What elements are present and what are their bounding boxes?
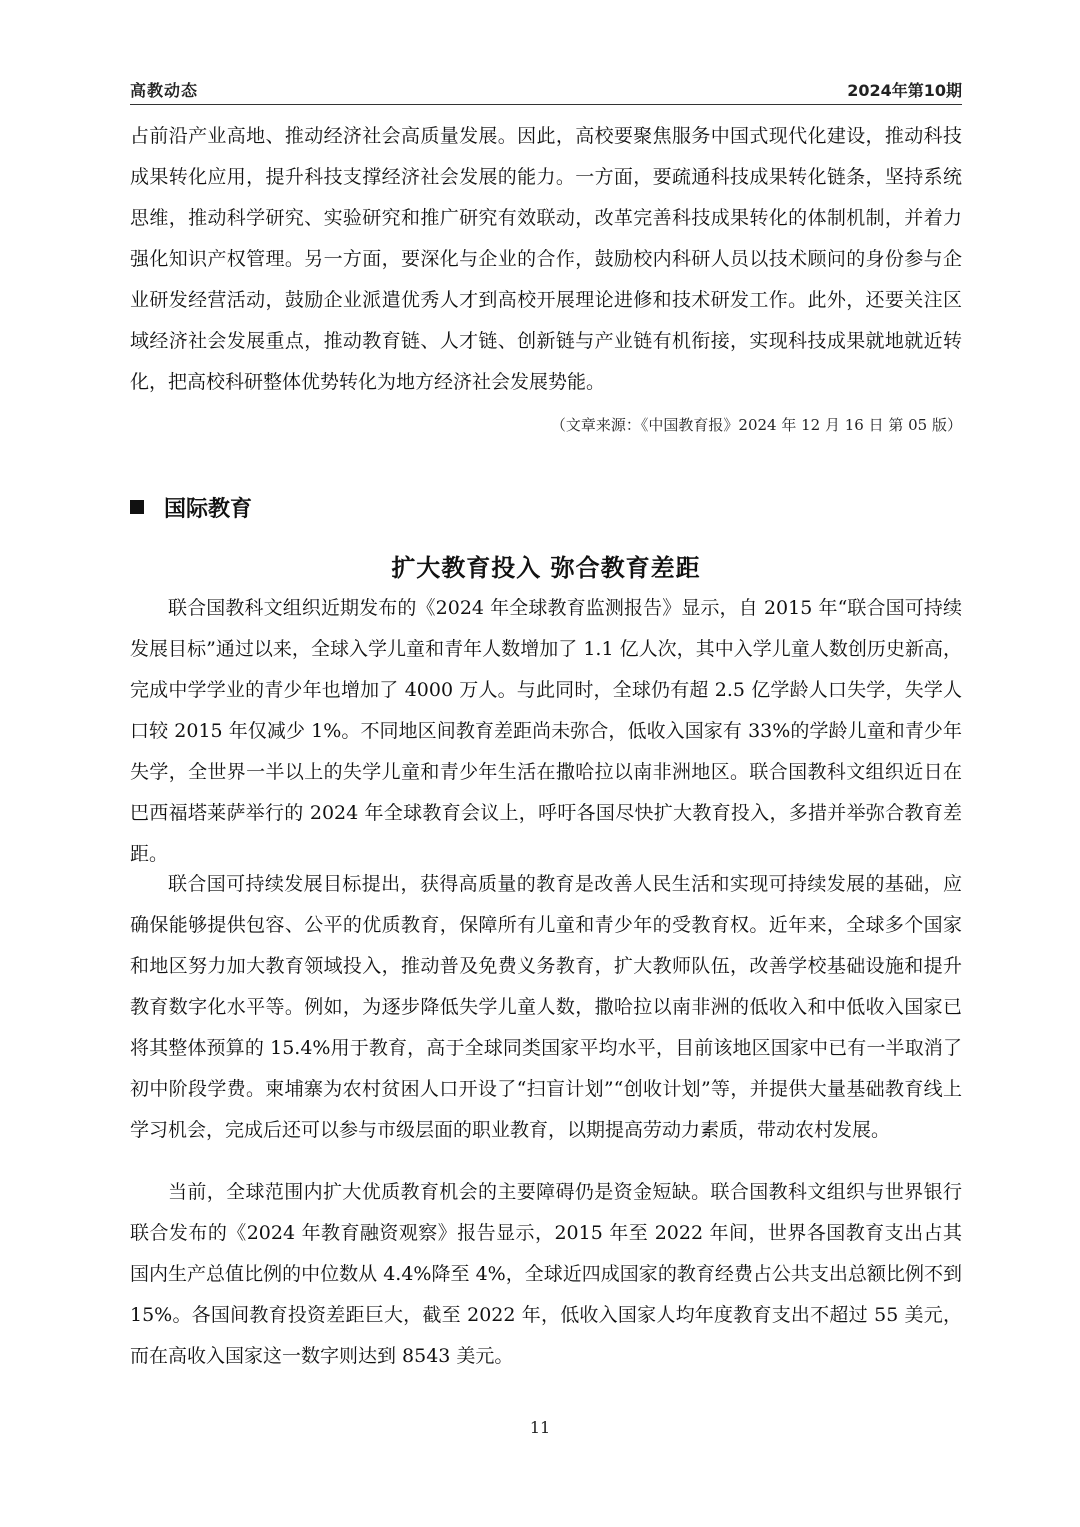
journal-name: 高教动态 [130,81,199,100]
square-bullet-icon [130,500,144,514]
article-paragraph: 当前，全球范围内扩大优质教育机会的主要障碍仍是资金短缺。联合国教科文组织与世界银行联合发布的《2024 年教育融资观察》报告显示，2015 年至 2022 年间，世界各国教育支出占其国内生产总值比例的中位数从 4.4%降至 4%，全球近四成国家的教育经费占公共支出总额比例不到 15%。各国间教育投资差距巨大，截至 2022 年，低收入国家人均年度教育支出不超过 55 美元，而在高收入国家这一数字则达到 8543 美元。 [130,1181,962,1367]
article-paragraph: 联合国教科文组织近期发布的《2024 年全球教育监测报告》显示，自 2015 年“联合国可持续发展目标”通过以来，全球入学儿童和青年人数增加了 1.1 亿人次，其中入学儿童人数创历史新高，完成中学学业的青少年也增加了 4000 万人。与此同时，全球仍有超 2.5 亿学龄人口失学，失学人口较 2015 年仅减少 1%。不同地区间教育差距尚未弥合，低收入国家有 33%的学龄儿童和青少年失学，全世界一半以上的失学儿童和青少年生活在撒哈拉以南非洲地区。联合国教科文组织近日在巴西福塔莱萨举行的 2024 年全球教育会议上，呼吁各国尽快扩大教育投入，多措并举弥合教育差距。 [130,597,962,865]
article-title: 扩大教育投入 弥合教育差距 [391,554,701,582]
continued-paragraph: 占前沿产业高地、推动经济社会高质量发展。因此，高校要聚焦服务中国式现代化建设，推动科技成果转化应用，提升科技支撑经济社会发展的能力。一方面，要疏通科技成果转化链条，坚持系统思维，推动科学研究、实验研究和推广研究有效联动，改革完善科技成果转化的体制机制，并着力强化知识产权管理。另一方面，要深化与企业的合作，鼓励校内科研人员以技术顾问的身份参与企业研发经营活动，鼓励企业派遣优秀人才到高校开展理论进修和技术研发工作。此外，还要关注区域经济社会发展重点，推动教育链、人才链、创新链与产业链有机衔接，实现科技成果就地就近转化，把高校科研整体优势转化为地方经济社会发展势能。 [130,125,962,393]
section-title: 国际教育 [164,497,253,522]
section-heading [130,492,252,528]
article-source: （文章来源：《中国教育报》2024 年 12 月 16 日 第 05 版） [550,416,962,434]
header-divider [130,104,962,105]
issue-number: 2024年第10期 [847,81,962,100]
page-number: 11 [529,1418,551,1437]
running-header [130,74,962,108]
article-paragraph: 联合国可持续发展目标提出，获得高质量的教育是改善人民生活和实现可持续发展的基础，应确保能够提供包容、公平的优质教育，保障所有儿童和青少年的受教育权。近年来，全球多个国家和地区努力加大教育领域投入，推动普及免费义务教育，扩大教师队伍，改善学校基础设施和提升教育数字化水平等。例如，为逐步降低失学儿童人数，撒哈拉以南非洲的低收入和中低收入国家已将其整体预算的 15.4%用于教育，高于全球同类国家平均水平，目前该地区国家中已有一半取消了初中阶段学费。柬埔寨为农村贫困人口开设了“扫盲计划”“创收计划”等，并提供大量基础教育线上学习机会，完成后还可以参与市级层面的职业教育，以期提高劳动力素质，带动农村发展。 [130,873,962,1141]
